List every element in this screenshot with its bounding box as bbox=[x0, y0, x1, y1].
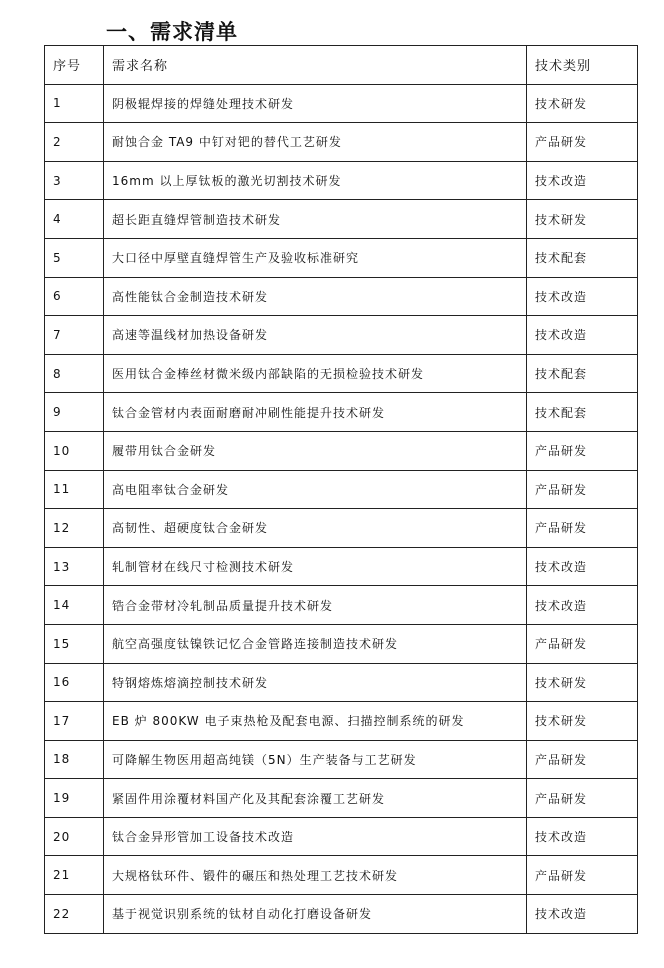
cell-no: 9 bbox=[45, 393, 104, 432]
table-row bbox=[45, 123, 638, 162]
cell-no: 18 bbox=[45, 740, 104, 779]
table-row bbox=[45, 393, 638, 432]
cell-type: 技术改造 bbox=[527, 161, 638, 200]
cell-name: 高韧性、超硬度钛合金研发 bbox=[104, 509, 527, 548]
cell-no: 3 bbox=[45, 161, 104, 200]
cell-no: 20 bbox=[45, 817, 104, 856]
cell-name: 大口径中厚壁直缝焊管生产及验收标准研究 bbox=[104, 238, 527, 277]
table-row bbox=[45, 470, 638, 509]
cell-type: 技术改造 bbox=[527, 895, 638, 934]
cell-no: 12 bbox=[45, 509, 104, 548]
cell-type: 产品研发 bbox=[527, 740, 638, 779]
table-row bbox=[45, 509, 638, 548]
table-row bbox=[45, 702, 638, 741]
cell-no: 22 bbox=[45, 895, 104, 934]
cell-name: 轧制管材在线尺寸检测技术研发 bbox=[104, 547, 527, 586]
cell-name: 高速等温线材加热设备研发 bbox=[104, 316, 527, 355]
cell-type: 产品研发 bbox=[527, 624, 638, 663]
header-name: 需求名称 bbox=[104, 46, 527, 85]
cell-type: 产品研发 bbox=[527, 779, 638, 818]
cell-name: 钛合金异形管加工设备技术改造 bbox=[104, 817, 527, 856]
table-row bbox=[45, 354, 638, 393]
cell-type: 产品研发 bbox=[527, 856, 638, 895]
table-row bbox=[45, 547, 638, 586]
cell-name: 高性能钛合金制造技术研发 bbox=[104, 277, 527, 316]
cell-no: 11 bbox=[45, 470, 104, 509]
cell-name: 高电阻率钛合金研发 bbox=[104, 470, 527, 509]
cell-name: 超长距直缝焊管制造技术研发 bbox=[104, 200, 527, 239]
cell-name: 特钢熔炼熔滴控制技术研发 bbox=[104, 663, 527, 702]
table-row bbox=[45, 663, 638, 702]
cell-type: 技术研发 bbox=[527, 702, 638, 741]
cell-name: 耐蚀合金 TA9 中钉对钯的替代工艺研发 bbox=[104, 123, 527, 162]
cell-no: 1 bbox=[45, 84, 104, 123]
cell-no: 2 bbox=[45, 123, 104, 162]
cell-type: 技术配套 bbox=[527, 354, 638, 393]
section-title: 一、需求清单 bbox=[106, 20, 238, 44]
cell-no: 19 bbox=[45, 779, 104, 818]
cell-name: 16mm 以上厚钛板的激光切割技术研发 bbox=[104, 161, 527, 200]
cell-type: 技术研发 bbox=[527, 84, 638, 123]
cell-type: 技术改造 bbox=[527, 817, 638, 856]
cell-type: 技术改造 bbox=[527, 316, 638, 355]
cell-no: 15 bbox=[45, 624, 104, 663]
cell-no: 6 bbox=[45, 277, 104, 316]
cell-type: 技术改造 bbox=[527, 277, 638, 316]
table-row bbox=[45, 740, 638, 779]
cell-name: 锆合金带材冷轧制品质量提升技术研发 bbox=[104, 586, 527, 625]
cell-type: 产品研发 bbox=[527, 431, 638, 470]
cell-no: 14 bbox=[45, 586, 104, 625]
table-body bbox=[45, 84, 638, 933]
cell-no: 21 bbox=[45, 856, 104, 895]
cell-name: 航空高强度钛镍铁记忆合金管路连接制造技术研发 bbox=[104, 624, 527, 663]
requirements-table bbox=[44, 45, 638, 934]
table-row bbox=[45, 431, 638, 470]
cell-type: 技术改造 bbox=[527, 547, 638, 586]
table-row bbox=[45, 895, 638, 934]
cell-no: 16 bbox=[45, 663, 104, 702]
table-row bbox=[45, 586, 638, 625]
cell-name: 履带用钛合金研发 bbox=[104, 431, 527, 470]
table-row bbox=[45, 624, 638, 663]
table-row bbox=[45, 200, 638, 239]
cell-type: 技术配套 bbox=[527, 238, 638, 277]
cell-name: 基于视觉识别系统的钛材自动化打磨设备研发 bbox=[104, 895, 527, 934]
cell-name: 可降解生物医用超高纯镁（5N）生产装备与工艺研发 bbox=[104, 740, 527, 779]
header-type: 技术类别 bbox=[527, 46, 638, 85]
table-header-row bbox=[45, 46, 638, 85]
cell-name: 医用钛合金棒丝材微米级内部缺陷的无损检验技术研发 bbox=[104, 354, 527, 393]
table-row bbox=[45, 316, 638, 355]
cell-no: 13 bbox=[45, 547, 104, 586]
cell-type: 技术研发 bbox=[527, 200, 638, 239]
cell-no: 7 bbox=[45, 316, 104, 355]
table-row bbox=[45, 238, 638, 277]
cell-name: 钛合金管材内表面耐磨耐冲刷性能提升技术研发 bbox=[104, 393, 527, 432]
cell-no: 17 bbox=[45, 702, 104, 741]
cell-type: 技术配套 bbox=[527, 393, 638, 432]
header-no: 序号 bbox=[45, 46, 104, 85]
cell-name: EB 炉 800KW 电子束热枪及配套电源、扫描控制系统的研发 bbox=[104, 702, 527, 741]
cell-no: 10 bbox=[45, 431, 104, 470]
cell-no: 8 bbox=[45, 354, 104, 393]
table-row bbox=[45, 161, 638, 200]
cell-name: 紧固件用涂覆材料国产化及其配套涂覆工艺研发 bbox=[104, 779, 527, 818]
cell-type: 技术改造 bbox=[527, 586, 638, 625]
table-row bbox=[45, 779, 638, 818]
table-row bbox=[45, 84, 638, 123]
cell-type: 技术研发 bbox=[527, 663, 638, 702]
cell-name: 大规格钛环件、锻件的碾压和热处理工艺技术研发 bbox=[104, 856, 527, 895]
cell-type: 产品研发 bbox=[527, 470, 638, 509]
cell-type: 产品研发 bbox=[527, 123, 638, 162]
cell-no: 5 bbox=[45, 238, 104, 277]
table-row bbox=[45, 817, 638, 856]
cell-no: 4 bbox=[45, 200, 104, 239]
cell-type: 产品研发 bbox=[527, 509, 638, 548]
cell-name: 阴极辊焊接的焊缝处理技术研发 bbox=[104, 84, 527, 123]
table-row bbox=[45, 277, 638, 316]
table-row bbox=[45, 856, 638, 895]
